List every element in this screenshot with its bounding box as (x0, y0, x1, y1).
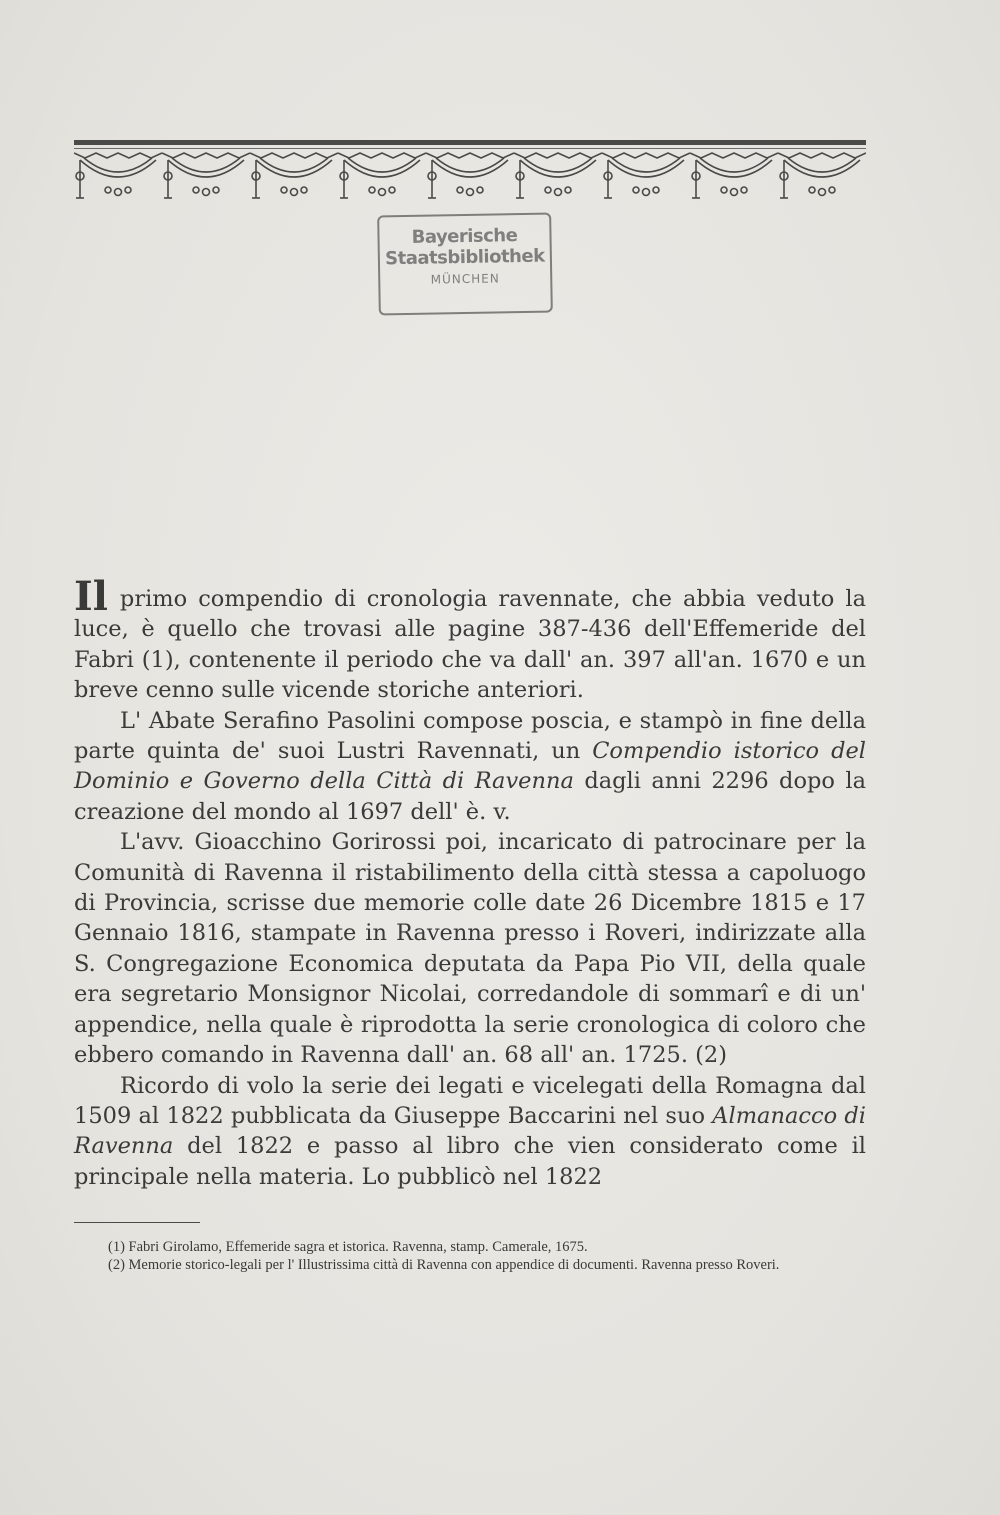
paragraph-1-text: primo compendio di cronologia ravennate, che abbia veduto la luce, è quello che trovasi alle pagine 387-436 dell'Effemeride del Fabri (1), contenente il periodo che va dall' an. 397 all'an. 1670 e un breve cenno sulle vicende storiche anteriori. (74, 586, 866, 704)
paragraph-1 (74, 573, 866, 706)
footnote-1: (1) Fabri Girolamo, Effemeride sagra et istorica. Ravenna, stamp. Camerale, 1675. (108, 1239, 588, 1255)
paragraph-3 (74, 827, 866, 1070)
footnote-rule (74, 1222, 200, 1223)
paragraph-4-text-a: Ricordo di volo la serie dei legati e vicelegati della Romagna dal 1509 al 1822 pubblicata da Giuseppe Baccarini nel suo (74, 1072, 866, 1129)
paragraph-2-text-b: dagli anni 2296 dopo la creazione del mondo al 1697 dell' è. v. (74, 768, 866, 825)
library-stamp (377, 212, 553, 315)
footnote-2: (2) Memorie storico-legali per l' Illustrissima città di Ravenna con appendice di documenti. Ravenna presso Roveri. (108, 1257, 780, 1273)
stamp-line-2: Staatsbibliothek (384, 245, 545, 270)
stamp-line-1: Bayerische (411, 225, 518, 248)
paragraph-2-text-a: L' Abate Serafino Pasolini compose poscia, e stampò in fine della parte quinta de' suoi Lustri Ravennati, un (74, 707, 866, 765)
ornamental-border (74, 150, 866, 212)
paragraph-2-title: Compendio istorico del Dominio e Governo della Città di Ravenna (74, 738, 866, 795)
paragraph-4 (74, 1071, 866, 1193)
paragraph-4-text-b: del 1822 e passo al libro che vien considerato come il principale nella materia. Lo pubblicò nel 1822 (74, 1133, 866, 1190)
paragraph-4-title: Almanacco di Ravenna (74, 1102, 866, 1160)
stamp-line-3: MÜNCHEN (430, 271, 500, 287)
main-text (74, 573, 866, 1192)
footnotes (74, 1238, 866, 1274)
drop-cap: Il (74, 573, 108, 620)
paragraph-2 (74, 706, 866, 828)
paragraph-3-text: L'avv. Gioacchino Gorirossi poi, incaricato di patrocinare per la Comunità di Ravenna il ristabilimento della città stessa a capoluogo di Provincia, scrisse due memorie colle date 26 Dicembre 1815 e 17 Gennaio 1816, stampate in Ravenna presso i Roveri, indirizzate alla S. Congregazione Economica deputata da Papa Pio VII, della quale era segretario Monsignor Nicolai, corredandole di sommarî e di un' appendice, nella quale è riprodotta la serie cronologica di coloro che ebbero comando in Ravenna dall' an. 68 all' an. 1725. (2) (74, 829, 866, 1069)
header-rule (74, 140, 866, 145)
header-rule-thin (74, 148, 866, 149)
